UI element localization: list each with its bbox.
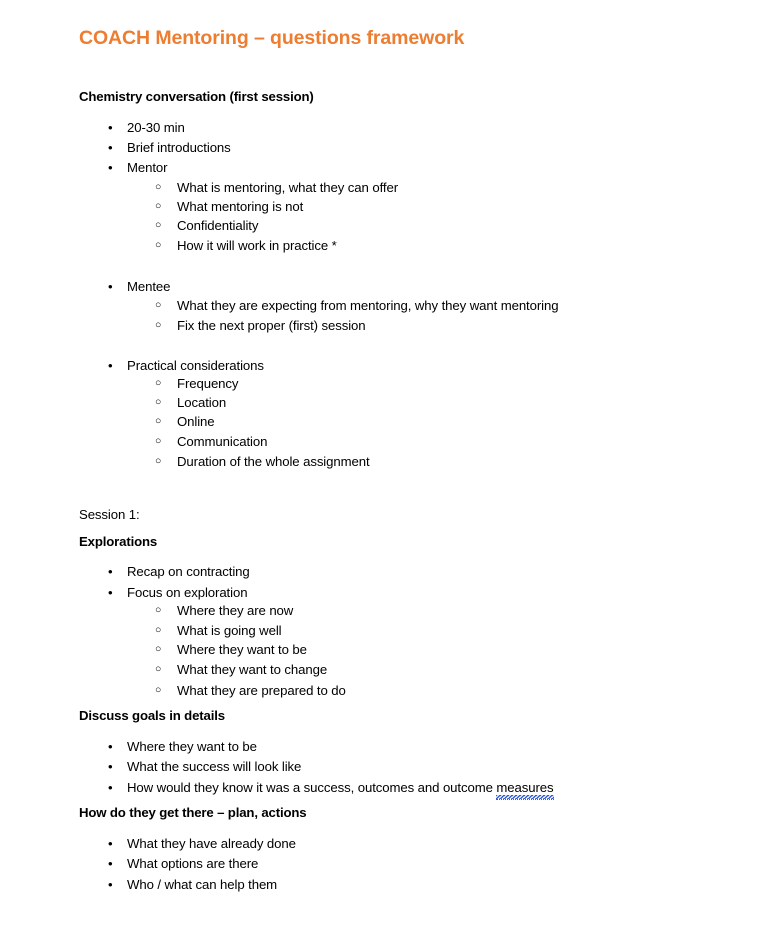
circle-bullet-marker: ○ <box>155 239 162 251</box>
list-item-label: Location <box>177 395 227 410</box>
list-item <box>155 681 346 700</box>
list-item <box>155 452 370 471</box>
list-item <box>108 562 250 581</box>
list-item-label: What is mentoring, what they can offer <box>177 180 398 195</box>
list-item <box>155 236 337 255</box>
list-item-label: What they have already done <box>127 836 296 851</box>
circle-bullet-marker: ○ <box>155 181 162 193</box>
circle-bullet-marker: ○ <box>155 643 162 655</box>
circle-bullet-marker: ○ <box>155 604 162 616</box>
bullet-marker: • <box>108 759 113 774</box>
section-heading-discuss-goals: Discuss goals in details <box>79 708 225 723</box>
misspelled-word[interactable]: measures <box>496 780 554 795</box>
list-item <box>155 374 239 393</box>
list-item <box>155 432 268 451</box>
list-item <box>155 660 328 679</box>
circle-bullet-marker: ○ <box>155 684 162 696</box>
list-item-label: Where they want to be <box>177 642 307 657</box>
list-item <box>155 601 294 620</box>
list-item-label: Online <box>177 414 215 429</box>
list-item <box>108 158 168 177</box>
list-item <box>108 875 278 894</box>
list-item <box>155 621 282 640</box>
section-heading-chemistry: Chemistry conversation (first session) <box>79 89 314 104</box>
page-title: COACH Mentoring – questions framework <box>79 27 465 49</box>
circle-bullet-marker: ○ <box>155 299 162 311</box>
list-item-label: 20-30 min <box>127 120 185 135</box>
list-item-label: What the success will look like <box>127 759 302 774</box>
bullet-marker: • <box>108 585 113 600</box>
list-item-text-before: How would they know it was a success, outcomes and outcome <box>127 780 497 795</box>
list-item <box>108 778 554 797</box>
list-item <box>108 138 231 157</box>
list-item-label: What they want to change <box>177 662 328 677</box>
session-label: Session 1: <box>79 507 140 522</box>
list-item-label: Communication <box>177 434 268 449</box>
list-item <box>108 118 185 137</box>
list-item-label: Focus on exploration <box>127 585 248 600</box>
list-item <box>155 316 366 335</box>
list-item <box>108 854 259 873</box>
bullet-marker: • <box>108 739 113 754</box>
circle-bullet-marker: ○ <box>155 319 162 331</box>
list-item-label: Practical considerations <box>127 358 264 373</box>
section-heading-explorations: Explorations <box>79 534 158 549</box>
list-item-label: What options are there <box>127 856 259 871</box>
circle-bullet-marker: ○ <box>155 435 162 447</box>
circle-bullet-marker: ○ <box>155 219 162 231</box>
list-item-label: Recap on contracting <box>127 564 250 579</box>
list-item <box>108 356 264 375</box>
circle-bullet-marker: ○ <box>155 663 162 675</box>
bullet-marker: • <box>108 358 113 373</box>
list-item-label: How it will work in practice * <box>177 238 337 253</box>
list-item-label: Fix the next proper (first) session <box>177 318 366 333</box>
list-item-label: What mentoring is not <box>177 199 304 214</box>
list-item-label: Mentor <box>127 160 168 175</box>
circle-bullet-marker: ○ <box>155 396 162 408</box>
list-item-label: What they are expecting from mentoring, why they want mentoring <box>177 298 559 313</box>
list-item <box>155 178 398 197</box>
list-item-label: What is going well <box>177 623 282 638</box>
circle-bullet-marker: ○ <box>155 624 162 636</box>
list-item-label <box>127 778 554 797</box>
circle-bullet-marker: ○ <box>155 415 162 427</box>
list-item <box>108 277 171 296</box>
list-item <box>155 393 227 412</box>
bullet-marker: • <box>108 279 113 294</box>
list-item-label: Mentee <box>127 279 171 294</box>
list-item-label: Brief introductions <box>127 140 231 155</box>
bullet-marker: • <box>108 877 113 892</box>
circle-bullet-marker: ○ <box>155 455 162 467</box>
list-item <box>155 296 559 315</box>
list-item-label: Who / what can help them <box>127 877 278 892</box>
bullet-marker: • <box>108 160 113 175</box>
list-item-label: What they are prepared to do <box>177 683 346 698</box>
list-item <box>108 757 302 776</box>
list-item <box>108 583 248 602</box>
list-item-label: Duration of the whole assignment <box>177 454 370 469</box>
list-item-label: Confidentiality <box>177 218 259 233</box>
bullet-marker: • <box>108 836 113 851</box>
bullet-marker: • <box>108 780 113 795</box>
list-item <box>108 834 296 853</box>
bullet-marker: • <box>108 140 113 155</box>
list-item <box>155 412 215 431</box>
circle-bullet-marker: ○ <box>155 200 162 212</box>
list-item <box>108 737 257 756</box>
list-item-label: Frequency <box>177 376 239 391</box>
circle-bullet-marker: ○ <box>155 377 162 389</box>
section-heading-how-do-they-get-there: How do they get there – plan, actions <box>79 805 307 820</box>
list-item <box>155 216 259 235</box>
list-item-label: Where they want to be <box>127 739 257 754</box>
bullet-marker: • <box>108 120 113 135</box>
list-item <box>155 640 307 659</box>
list-item <box>155 197 304 216</box>
list-item-label: Where they are now <box>177 603 294 618</box>
bullet-marker: • <box>108 856 113 871</box>
bullet-marker: • <box>108 564 113 579</box>
